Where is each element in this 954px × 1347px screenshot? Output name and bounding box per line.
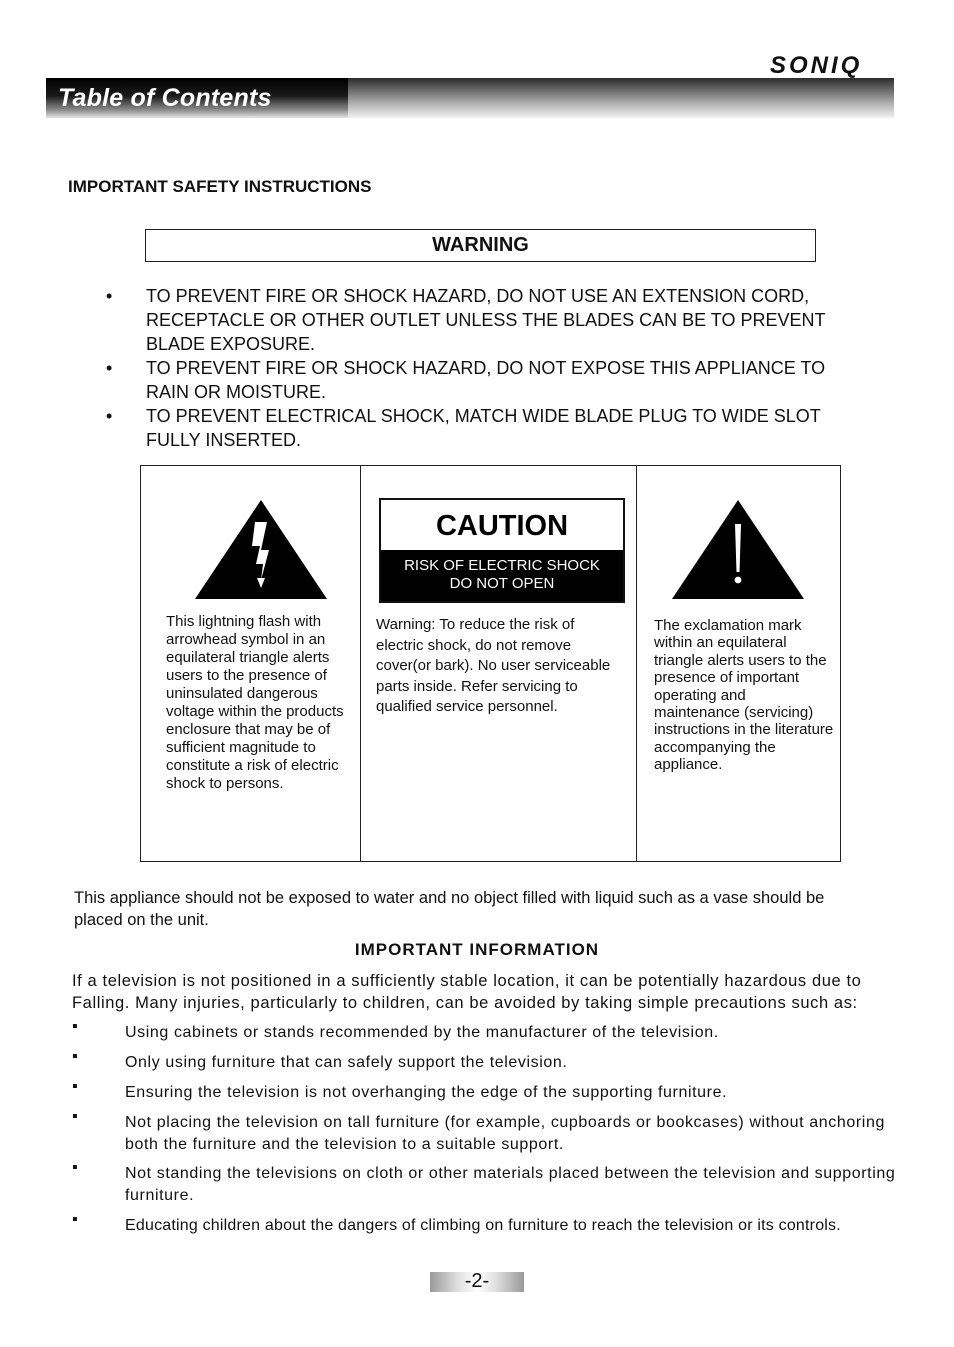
brand-logo: SONIQ [770,52,863,79]
warning-text: TO PREVENT ELECTRICAL SHOCK, MATCH WIDE BLADE PLUG TO WIDE SLOT FULLY INSERTED. [146,406,821,450]
bullet-icon: ▪ [72,1159,79,1176]
info-item-text: Educating children about the dangers of climbing on furniture to reach the television or its controls. [125,1217,841,1234]
info-item-text: Not placing the television on tall furniture (for example, cupboards or bookcases) without anchoring both the furniture and the television to a suitable support. [125,1114,885,1153]
page-number: -2- [464,1270,490,1292]
page-title: Table of Contents [58,84,272,112]
symbols-table [140,465,841,862]
column-divider [636,466,637,861]
safety-heading: IMPORTANT SAFETY INSTRUCTIONS [68,177,372,196]
bullet-icon: ▪ [72,1048,79,1065]
warning-banner: WARNING [145,229,816,262]
bullet-icon: ▪ [72,1108,79,1125]
info-item-text: Not standing the televisions on cloth or other materials placed between the television and supporting furniture. [125,1165,896,1204]
exclamation-description: The exclamation mark within an equilateral triangle alerts users to the presence of important operating and maintenance (servicing) instructions in the literature accompanying the appliance. [654,617,834,774]
caution-label [379,498,625,603]
info-item-text: Ensuring the television is not overhanging the edge of the supporting furniture. [125,1084,728,1101]
info-intro: If a television is not positioned in a sufficiently stable location, it can be potentially hazardous due to Falling. Many injuries, particularly to children, can be avoided by taking simple precautions such as: [72,972,862,1012]
bullet-icon: ▪ [72,1078,79,1095]
caution-description: Warning: To reduce the risk of electric shock, do not remove cover(or bark). No user serviceable parts inside. Refer servicing to qualified service personnel. [376,616,611,715]
lightning-triangle-icon [195,500,327,600]
bullet-icon: ▪ [72,1211,79,1228]
warning-text: TO PREVENT FIRE OR SHOCK HAZARD, DO NOT EXPOSE THIS APPLIANCE TO RAIN OR MOISTURE. [146,358,826,402]
bullet-icon: ▪ [72,1018,79,1035]
exclamation-triangle-icon [672,500,804,600]
bullet-icon: • [106,358,113,378]
column-divider [360,466,361,861]
appliance-note: This appliance should not be exposed to water and no object filled with liquid such as a vase should be placed on the unit. [74,889,825,929]
caution-title: CAUTION [435,510,569,542]
info-item-text: Using cabinets or stands recommended by the manufacturer of the television. [125,1024,719,1041]
caution-subtitle [381,550,623,601]
warning-text: TO PREVENT FIRE OR SHOCK HAZARD, DO NOT USE AN EXTENSION CORD, RECEPTACLE OR OTHER OUTLET UNLESS THE BLADES CAN BE TO PREVENT BLADE EXPOSURE. [146,286,826,354]
bullet-icon: • [106,406,113,426]
lightning-description: This lightning flash with arrowhead symbol in an equilateral triangle alerts users to the presence of uninsulated dangerous voltage within the products enclosure that may be of sufficient magnitude to constitute a risk of electric shock to persons. [166,613,344,792]
info-heading: IMPORTANT INFORMATION [354,940,600,959]
caution-subtitle-line: RISK OF ELECTRIC SHOCK [404,557,600,574]
caution-subtitle-line: DO NOT OPEN [449,575,555,592]
bullet-icon: • [106,286,113,306]
info-item-text: Only using furniture that can safely support the television. [125,1054,568,1071]
